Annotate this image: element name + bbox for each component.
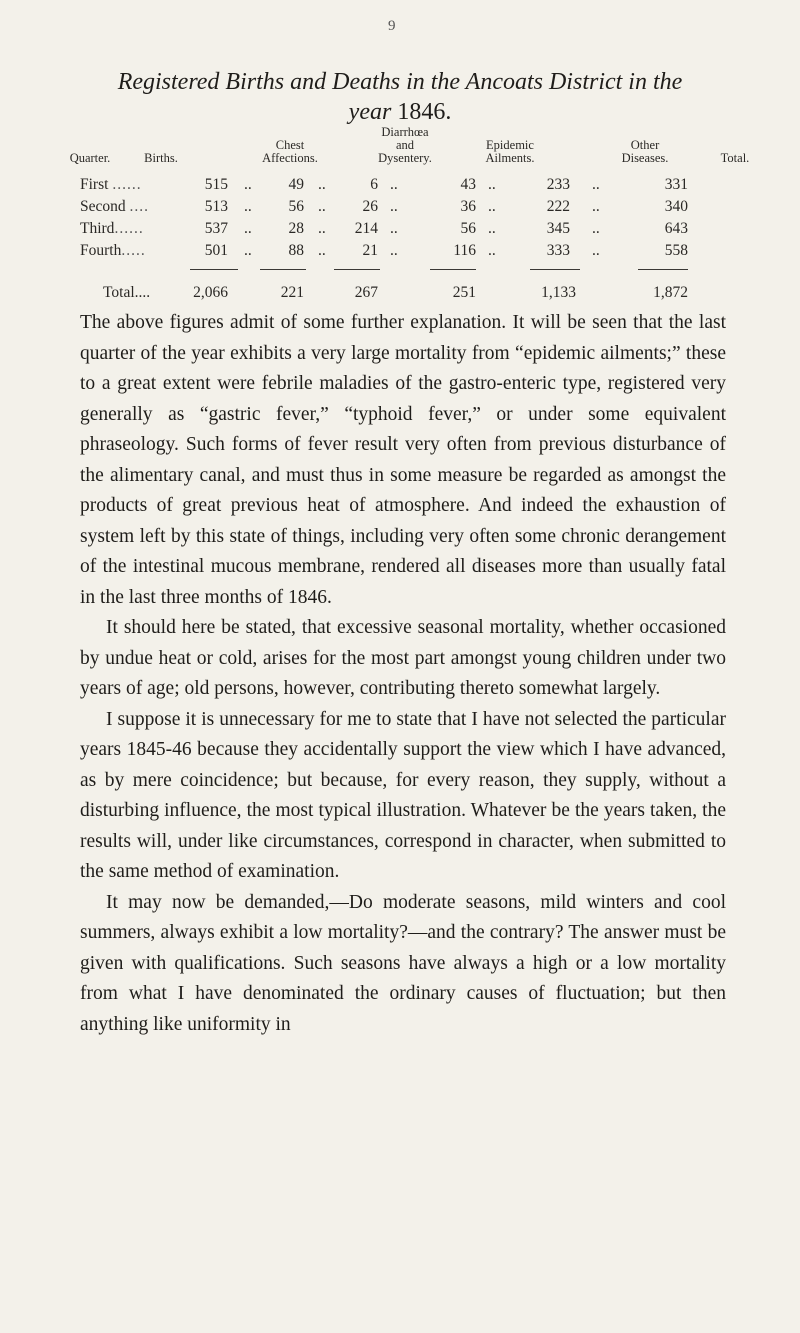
total-rule-other: [530, 269, 580, 270]
row-label: Fourth.....: [80, 242, 146, 259]
epidemic-cell: 56: [460, 220, 476, 237]
diarrhoea-total: 267: [354, 284, 378, 301]
other-cell: 333: [546, 242, 570, 259]
total-cell: 340: [664, 198, 688, 215]
births-cell: 513: [204, 198, 228, 215]
chest-total: 221: [280, 284, 304, 301]
total-cell: 558: [664, 242, 688, 259]
births-cell: 501: [204, 242, 228, 259]
header-diarrhoea: Diarrhœa and Dysentery.: [378, 125, 432, 165]
diarrhoea-cell: 214: [354, 220, 378, 237]
chest-cell: 49: [288, 176, 304, 193]
row-label: Third......: [80, 220, 144, 237]
paragraph: The above figures admit of some further explanation. It will be seen that the last quarter of the year exhibits a very large mortality from “epidemic ailments;” these to a great extent were febrile maladies of the gastro-enteric type, registered very generally as “gastric fever,” “typhoid fever,” or under some equivalent phraseology. Such forms of fever result very often from previous disturbance of the alimentary canal, and must thus in some measure be regarded as amongst the products of great previous heat of atmosphere. And indeed the exhaustion of system left by this state of things, including very often some chronic derangement of the intestinal mucous membrane, rendered all diseases more than usually fatal in the last three months of 1846.: [80, 312, 726, 608]
header-epidemic: Epidemic Ailments.: [485, 138, 535, 165]
other-cell: 345: [546, 220, 570, 237]
header-chest: Chest Affections.: [262, 138, 318, 165]
row-label: Second ....: [80, 198, 150, 215]
epidemic-cell: 43: [460, 176, 476, 193]
epidemic-total: 251: [452, 284, 476, 301]
paragraph: It may now be demanded,—Do moderate seasons, mild winters and cool summers, always exhibit a low mortality?—and the contrary? The answer must be given with qualifications. Such seasons have always a high or a low mortality from what I have denominated the ordinary causes of fluctuation; but then anything like uniformity in: [80, 891, 726, 1035]
total-cell: 643: [664, 220, 688, 237]
table-subtitle: [40, 99, 760, 126]
table-row: Third...... 537 .. 28 .. 214 .. 56 .. 345 .. 643: [0, 218, 800, 240]
table-row: First ...... 515 .. 49 .. 6 .. 43 .. 233 .. 331: [0, 174, 800, 196]
total-cell: 331: [664, 176, 688, 193]
totals-row: [0, 282, 800, 304]
other-total: 1,133: [541, 284, 576, 301]
births-cell: 515: [204, 176, 228, 193]
diarrhoea-cell: 6: [370, 176, 378, 193]
header-births: Births.: [144, 151, 178, 165]
total-rule-births: [190, 269, 238, 270]
subtitle-year: 1846.: [397, 99, 452, 125]
diarrhoea-cell: 26: [362, 198, 378, 215]
total-rule-total: [638, 269, 688, 270]
subtitle-prefix: year: [348, 99, 392, 125]
row-label: First ......: [80, 176, 142, 193]
epidemic-cell: 116: [453, 242, 476, 259]
births-total: 2,066: [193, 284, 228, 301]
paragraph: I suppose it is unnecessary for me to state that I have not selected the particular years 1845-46 because they accidentally support the view which I have advanced, as by mere coincidence; but because, for every reason, they supply, without a disturbing influence, the most typical illustration. Whatever be the years taken, the results will, under like circumstances, correspond in character, when submitted to the same method of examination.: [80, 708, 726, 882]
grand-total: 1,872: [653, 284, 688, 301]
total-rule-epidemic: [430, 269, 476, 270]
table-row: Fourth..... 501 .. 88 .. 21 .. 116 .. 333 .. 558: [0, 240, 800, 262]
header-quarter: Quarter.: [69, 151, 111, 165]
diarrhoea-cell: 21: [362, 242, 378, 259]
paragraph: It should here be stated, that excessive seasonal mortality, whether occasioned by undue heat or cold, arises for the most part amongst young children under two years of age; old persons, however, contributing thereto somewhat largely.: [80, 617, 726, 699]
page-number: 9: [388, 18, 396, 34]
header-total: Total.: [720, 151, 750, 165]
table-row: Second .... 513 .. 56 .. 26 .. 36 .. 222 .. 340: [0, 196, 800, 218]
header-other: Other Diseases.: [621, 138, 669, 165]
total-rule-diarrhoea: [334, 269, 380, 270]
chest-cell: 56: [288, 198, 304, 215]
other-cell: 233: [546, 176, 570, 193]
total-rule-chest: [260, 269, 306, 270]
other-cell: 222: [546, 198, 570, 215]
totals-label: Total....: [103, 284, 151, 301]
births-cell: 537: [204, 220, 228, 237]
chest-cell: 28: [288, 220, 304, 237]
epidemic-cell: 36: [460, 198, 476, 215]
chest-cell: 88: [288, 242, 304, 259]
body-text: [80, 308, 726, 1040]
table-title: Registered Births and Deaths in the Ancoats District in the: [117, 69, 683, 95]
